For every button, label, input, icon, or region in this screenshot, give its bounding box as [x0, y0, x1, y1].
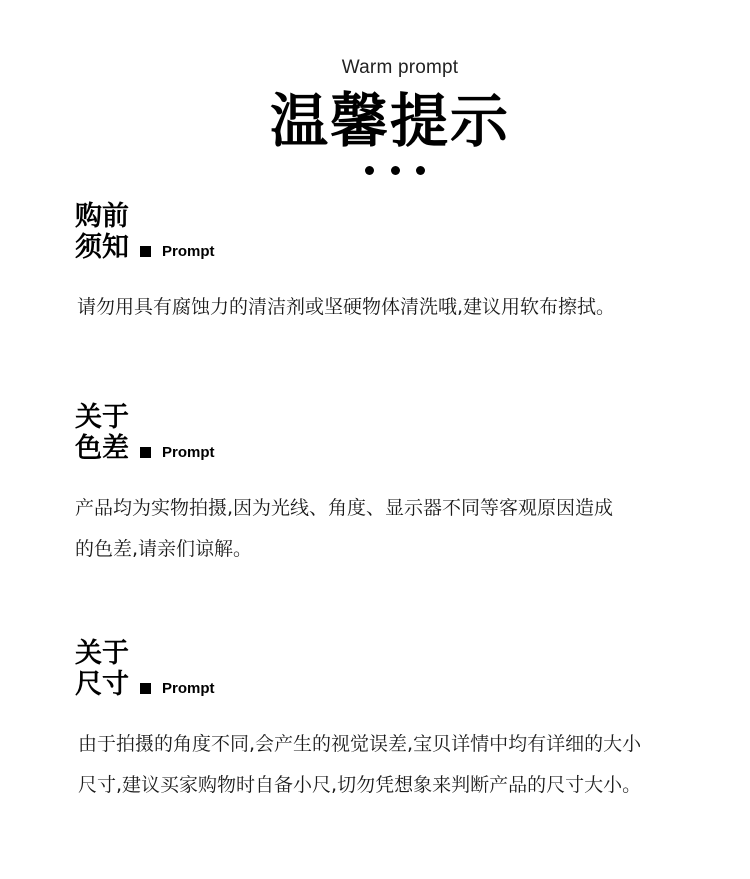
dot [416, 166, 425, 175]
section-body [75, 488, 613, 570]
body-line: 产品均为实物拍摄,因为光线、角度、显示器不同等客观原因造成 [75, 497, 614, 519]
section-tag: Prompt [162, 444, 215, 461]
page-title: 温馨提示 [269, 87, 510, 155]
dots-divider [365, 166, 425, 178]
square-bullet-icon [140, 447, 151, 458]
body-line: 尺寸,建议买家购物时自备小尺,切勿凭想象来判断产品的尺寸大小。 [78, 774, 642, 796]
section-tag: Prompt [162, 680, 215, 697]
section-before-purchase [75, 201, 215, 263]
section-heading-line2: 尺寸 [75, 669, 129, 700]
section-body [78, 724, 641, 806]
square-bullet-icon [140, 683, 151, 694]
body-line: 的色差,请亲们谅解。 [75, 538, 253, 560]
page-subtitle: Warm prompt [341, 57, 459, 78]
body-line: 由于拍摄的角度不同,会产生的视觉误差,宝贝详情中均有详细的大小 [78, 733, 642, 755]
section-heading-line2: 色差 [75, 433, 129, 464]
section-body [77, 287, 615, 328]
section-heading-line1: 关于 [75, 402, 129, 433]
dot [365, 166, 374, 175]
section-heading-line2: 须知 [75, 232, 129, 263]
square-bullet-icon [140, 246, 151, 257]
body-line: 请勿用具有腐蚀力的清洁剂或坚硬物体清洗哦,建议用软布擦拭。 [77, 296, 616, 318]
dot [391, 166, 400, 175]
section-tag: Prompt [162, 243, 215, 260]
section-heading-line1: 购前 [75, 201, 129, 232]
section-size [75, 638, 215, 700]
section-color-difference [75, 402, 215, 464]
section-heading-line1: 关于 [75, 638, 129, 669]
